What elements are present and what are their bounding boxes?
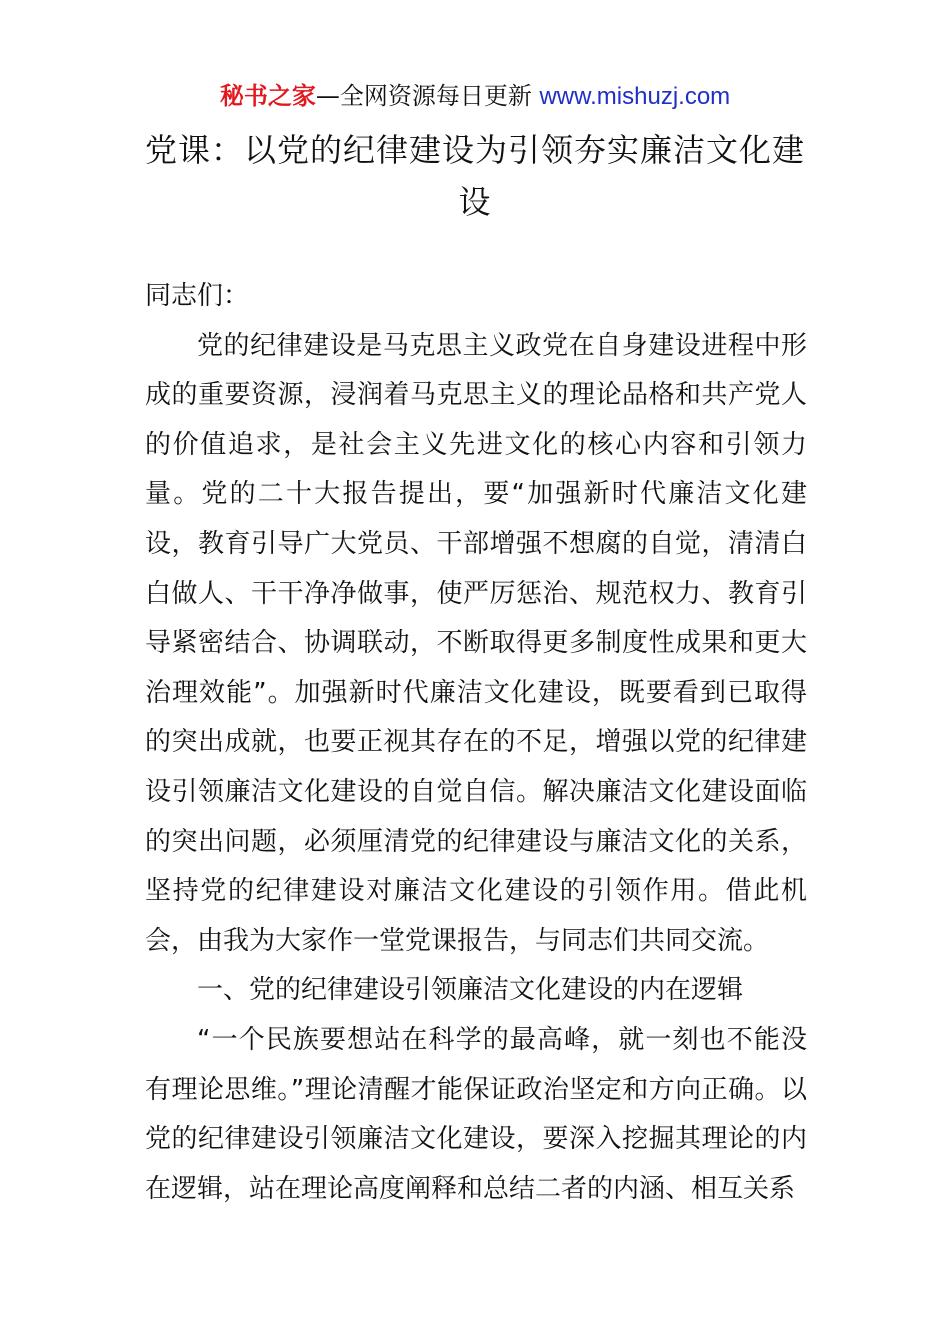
site-brand: 秘书之家 xyxy=(219,82,316,110)
salutation: 同志们： xyxy=(145,281,250,311)
document-title: 党课：以党的纪律建设为引领夯实廉洁文化建设 xyxy=(145,131,806,221)
site-tagline: —全网资源每日更新 xyxy=(315,82,540,110)
body-paragraph: 党的纪律建设是马克思主义政党在自身建设进程中形成的重要资源，浸润着马克思主义的理论品格和共产党人的价值追求，是社会主义先进文化的核心内容和引领力量。党的二十大报告提出，要“加强新时代廉洁文化建设，教育引导广大党员、干部增强不想腐的自觉，清清白白做人、干干净净做事，使严厉惩治、规范权力、教育引导紧密结合、协调联动，不断取得更多制度性成果和更大治理效能”。加强新时代廉洁文化建设，既要看到已取得的突出成就，也要正视其存在的不足，增强以党的纪律建设引领廉洁文化建设的自觉自信。解决廉洁文化建设面临的突出问题，必须厘清党的纪律建设与廉洁文化的关系，坚持党的纪律建设对廉洁文化建设的引领作用。借此机会，由我为大家作一堂党课报告，与同志们共同交流。 xyxy=(145,330,807,956)
section-heading: 一、党的纪律建设引领廉洁文化建设的内在逻辑 xyxy=(197,975,744,1006)
body-paragraph: “一个民族要想站在科学的最高峰，就一刻也不能没有理论思维。”理论清醒才能保证政治坚定和方向正确。以党的纪律建设引领廉洁文化建设，要深入挖掘其理论的内在逻辑，站在理论高度阐释和总结二者的内涵、相互关系 xyxy=(145,1024,807,1204)
document-body xyxy=(145,272,807,1214)
site-url-link[interactable]: www.mishuzj.com xyxy=(539,83,731,110)
site-header xyxy=(0,80,950,113)
